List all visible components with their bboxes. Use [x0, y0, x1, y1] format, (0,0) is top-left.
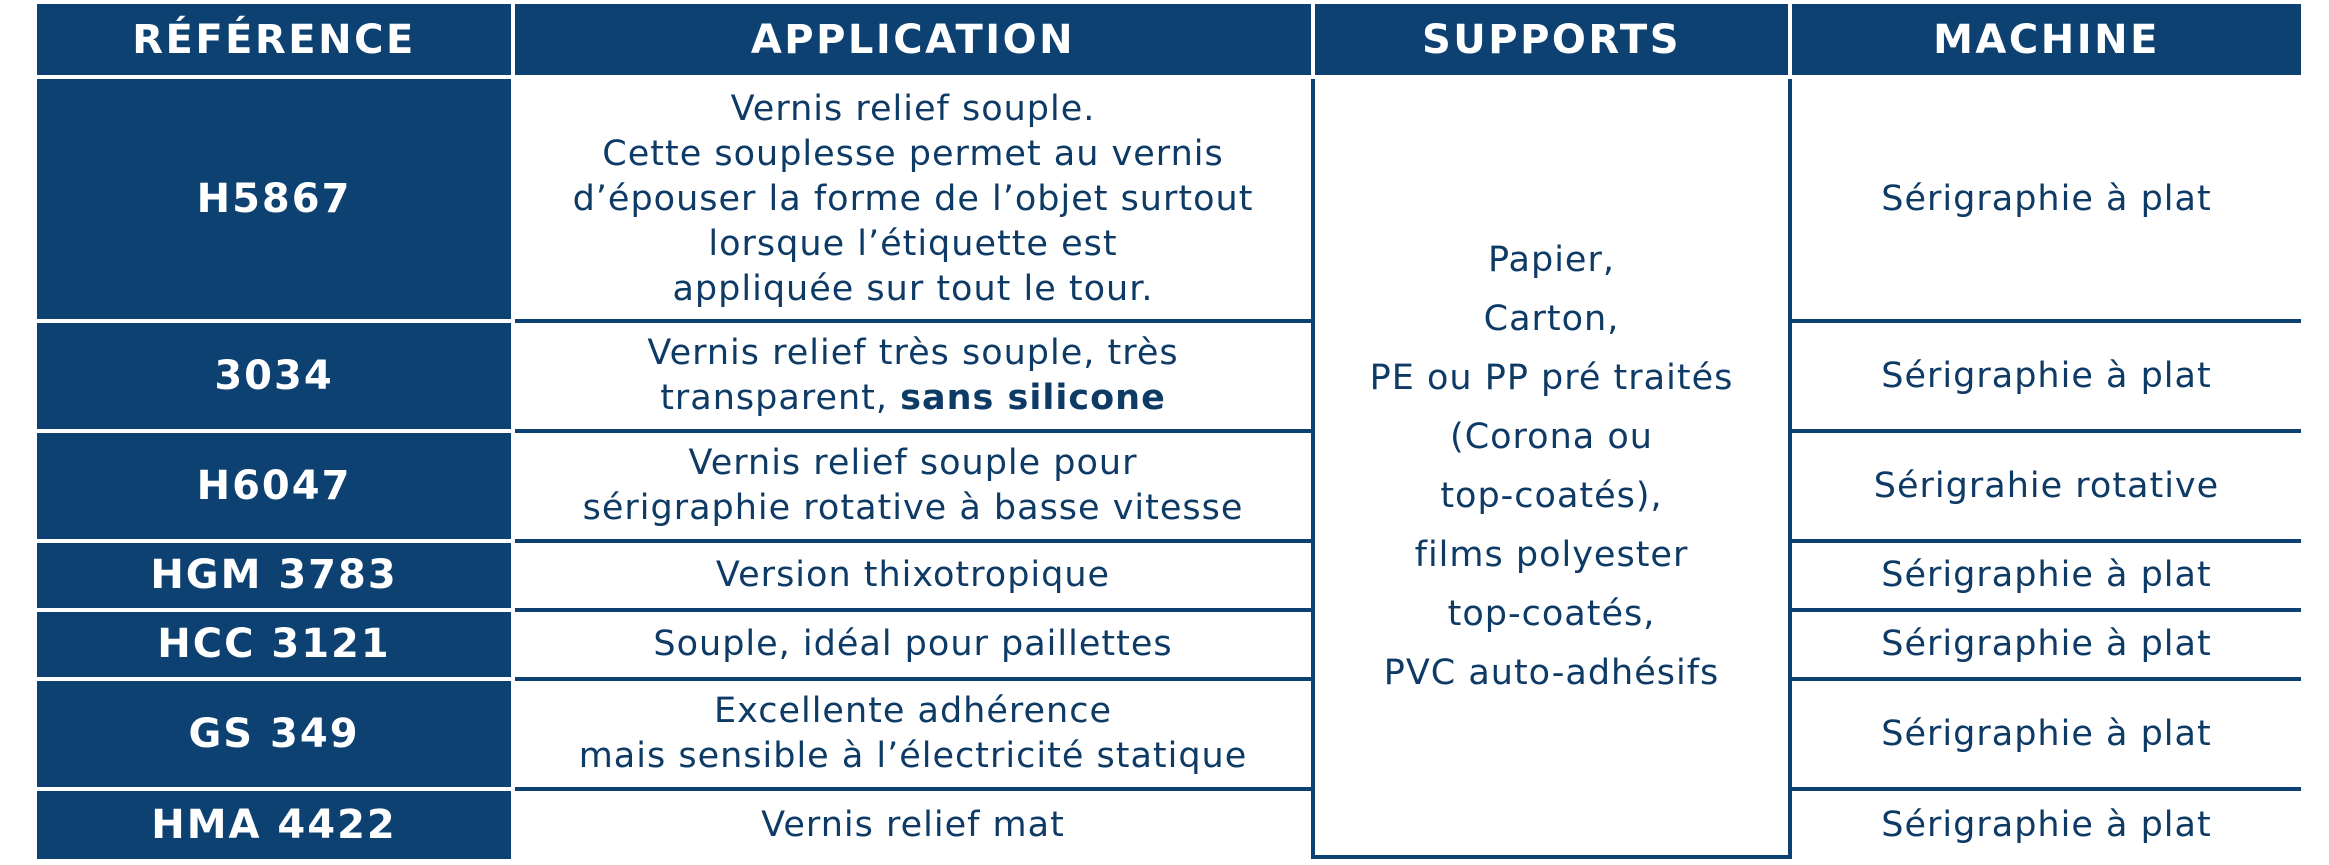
machine-cell: Sérigraphie à plat [1792, 791, 2301, 859]
supports-cell [1315, 79, 1792, 859]
application-cell [515, 79, 1315, 323]
reference-cell: GS 349 [37, 681, 515, 791]
supports-line: top-coatés), [1440, 476, 1663, 516]
application-cell [515, 543, 1315, 612]
application-line: Excellente adhérence [713, 691, 1113, 731]
application-line: Vernis relief très souple, très [647, 333, 1179, 373]
supports-line: films polyester [1414, 535, 1689, 575]
application-line: appliquée sur tout le tour. [672, 268, 1154, 309]
reference-cell: H5867 [37, 79, 515, 323]
table-row [37, 433, 2301, 543]
application-line: Vernis relief souple pour [688, 443, 1138, 483]
supports-line: Carton, [1483, 299, 1620, 339]
reference-cell: H6047 [37, 433, 515, 543]
application-line: Souple, idéal pour paillettes [653, 624, 1173, 664]
header-machine: MACHINE [1792, 4, 2301, 79]
reference-cell: HMA 4422 [37, 791, 515, 859]
table-row [37, 79, 2301, 323]
table-row [37, 323, 2301, 433]
application-cell [515, 681, 1315, 791]
application-line: Vernis relief souple. [730, 88, 1096, 129]
application-line: Vernis relief mat [761, 804, 1065, 845]
supports-line: PVC auto-adhésifs [1383, 653, 1720, 693]
reference-cell: 3034 [37, 323, 515, 433]
supports-line: Papier, [1488, 240, 1615, 280]
machine-cell: Sérigraphie à plat [1792, 681, 2301, 791]
application-line: d’épouser la forme de l’objet surtout [572, 178, 1254, 219]
machine-cell: Sérigraphie à plat [1792, 323, 2301, 433]
application-emphasis: sans silicone [900, 378, 1166, 418]
application-line: Version thixotropique [715, 555, 1111, 595]
machine-cell: Sérigraphie à plat [1792, 612, 2301, 681]
application-line [515, 376, 1311, 421]
header-reference: RÉFÉRENCE [37, 4, 515, 79]
application-line: sérigraphie rotative à basse vitesse [582, 488, 1244, 528]
application-cell [515, 433, 1315, 543]
application-text: transparent, [660, 378, 889, 418]
application-line: Cette souplesse permet au vernis [602, 133, 1224, 174]
table-row [37, 612, 2301, 681]
machine-cell: Sérigraphie à plat [1792, 543, 2301, 612]
supports-line: (Corona ou [1450, 417, 1653, 457]
header-row [37, 4, 2301, 79]
varnish-table [37, 4, 2301, 859]
application-line: mais sensible à l’électricité statique [578, 736, 1248, 776]
varnish-table-container [37, 4, 2301, 859]
table-row [37, 791, 2301, 859]
reference-cell: HCC 3121 [37, 612, 515, 681]
application-cell [515, 612, 1315, 681]
machine-cell: Sérigrahie rotative [1792, 433, 2301, 543]
supports-line: PE ou PP pré traités [1369, 358, 1734, 398]
header-supports: SUPPORTS [1315, 4, 1792, 79]
header-application: APPLICATION [515, 4, 1315, 79]
reference-cell: HGM 3783 [37, 543, 515, 612]
application-cell [515, 791, 1315, 859]
table-row [37, 543, 2301, 612]
supports-line: top-coatés, [1447, 594, 1656, 634]
application-cell [515, 323, 1315, 433]
application-line: lorsque l’étiquette est [708, 223, 1118, 264]
machine-cell: Sérigraphie à plat [1792, 79, 2301, 323]
table-row [37, 681, 2301, 791]
